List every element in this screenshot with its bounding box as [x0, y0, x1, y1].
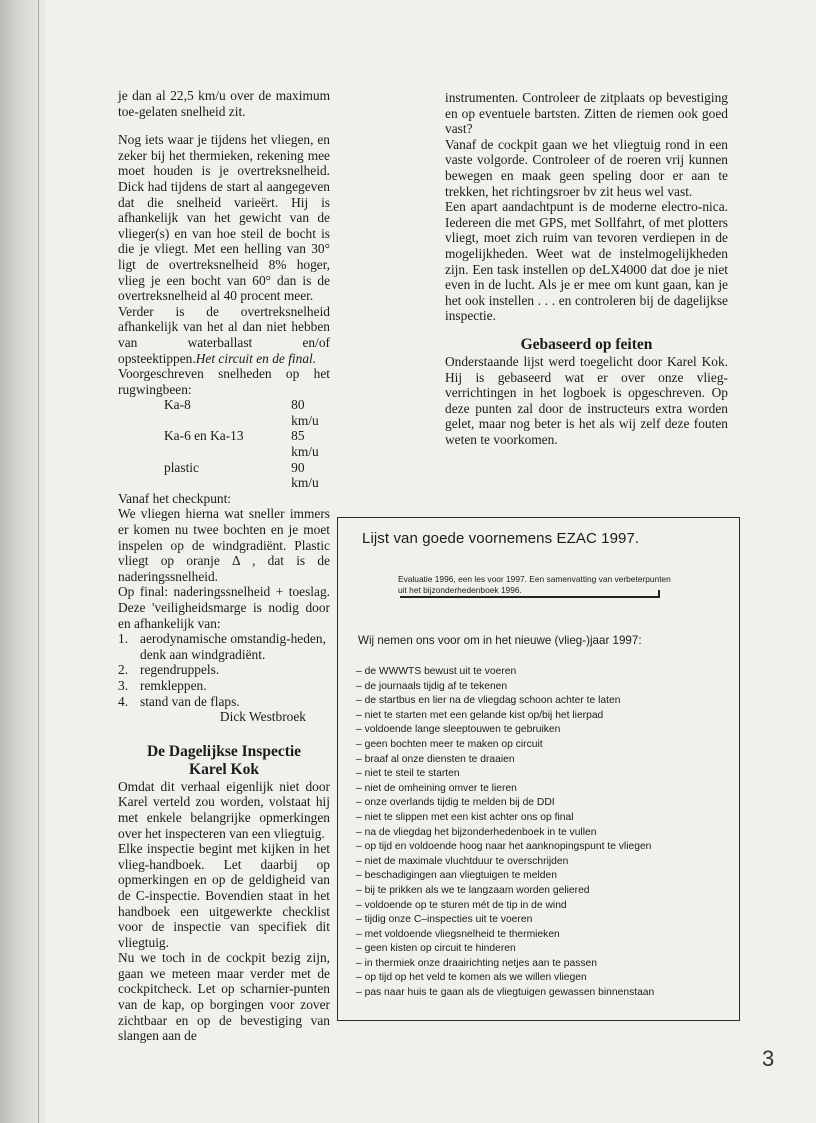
factor-item: [118, 662, 330, 678]
item-text: regendruppels.: [140, 662, 220, 678]
item-number: 3.: [118, 677, 129, 693]
resolution-item: – na de vliegdag het bijzonderhedenboek in te vullen: [356, 826, 597, 838]
resolution-item: – braaf al onze diensten te draaien: [356, 753, 515, 765]
factor-item: [118, 694, 330, 710]
text-span: Verder is de overtreksnelheid afhankelijk van het al dan niet hebben van waterballast en/of opsteektippen.: [118, 303, 330, 366]
resolution-item: – niet de omheining omver te lieren: [356, 782, 517, 794]
resolution-item: – niet te slippen met een kist achter ons op final: [356, 811, 574, 823]
paragraph: Omdat dit verhaal eigenlijk niet door Karel verteld zou worden, volstaat hij met enkele belangrijke opmerkingen over het inspecteren van een vliegtuig.: [118, 778, 330, 841]
item-number: 1.: [118, 631, 129, 647]
resolution-item: – voldoende lange sleeptouwen te gebruiken: [356, 724, 561, 736]
resolution-item: – de journaals tijdig af te tekenen: [356, 680, 508, 692]
resolutions-list: [356, 665, 654, 1001]
paragraph: We vliegen hierna wat sneller immers er komen nu twee bochten en je moet inspelen op de windgradiënt. Plastic vliegt op oranje Δ , dat is de naderingssnelheid.: [118, 506, 330, 584]
resolution-item: – voldoende op te sturen mét de tip in de wind: [356, 899, 567, 911]
factor-item: [118, 631, 330, 662]
box-title: Lijst van goede voornemens EZAC 1997.: [362, 530, 640, 547]
factor-item: [118, 678, 330, 694]
speed-value: 85 km/u: [291, 428, 319, 460]
resolution-item: – niet te steil te starten: [356, 768, 460, 780]
right-column: [445, 90, 728, 447]
factor-list: [118, 631, 330, 709]
resolution-item: – geen kisten op circuit te hinderen: [356, 943, 516, 955]
item-number: 4.: [118, 693, 129, 709]
paragraph: Nu we toch in de cockpit bezig zijn, gaan we meteen maar verder met de cockpitcheck. Let op scharnier-punten van de kap, op borgingen voor zover zichtbaar en op de bevestiging van slangen aan de: [118, 950, 330, 1044]
resolution-item: – tijdig onze C–inspecties uit te voeren: [356, 914, 533, 926]
paragraph: Elke inspectie begint met kijken in het vlieg-handboek. Let daarbij op opmerkingen en op de geldigheid van de C-inspectie. Bovendien staat in het handboek een uitgewerkte checklist voor de inspectie van specifiek dit vliegtuig.: [118, 841, 330, 950]
resolution-item: – niet te starten met een gelande kist op/bij het lierpad: [356, 709, 604, 721]
paragraph: Onderstaande lijst werd toegelicht door Karel Kok. Hij is gebaseerd wat er over onze vlieg-verrichtingen in het logboek is opgeschreven. Op deze punten zal door de instructeurs extra worden gelet, maar nog beter is het als wij zelf deze fouten weten te voorkomen.: [445, 353, 728, 447]
resolution-item: – bij te prikken als we te langzaam worden geliered: [356, 884, 590, 896]
resolution-item: – met voldoende vliegsnelheid te thermieken: [356, 928, 560, 940]
resolution-item: – beschadigingen aan vliegtuigen te melden: [356, 870, 557, 882]
resolution-item: – geen bochten meer te maken op circuit: [356, 738, 543, 750]
paragraph: Vanaf het checkpunt:: [118, 490, 232, 506]
paragraph: Vanaf de cockpit gaan we het vliegtuig rond in een vaste volgorde. Controleer of de roeren vrij kunnen bewegen en maak geen speling door er aan te trekken, het richtingsroer bv zit heus wel vast.: [445, 136, 728, 199]
speed-row: [118, 397, 330, 428]
glider-type: plastic: [164, 459, 199, 475]
item-text: remkleppen.: [140, 677, 207, 693]
box-note: Evaluatie 1996, een les voor 1997. Een samenvatting van verbeterpunten uit het bijzonderhedenboek 1996.: [398, 574, 671, 595]
glider-type: Ka-8: [164, 397, 191, 413]
speed-value: 90 km/u: [291, 459, 319, 491]
speeds-table: [118, 397, 330, 491]
paragraph: instrumenten. Controleer de zitplaats op bevestiging en op eventuele bartsten. Zitten de riemen ook goed vast?: [445, 90, 728, 137]
resolutions-box: [337, 517, 740, 1021]
note-underline: [400, 596, 658, 598]
page-number: 3: [762, 1046, 775, 1071]
resolution-item: – onze overlands tijdig te melden bij de DDI: [356, 797, 555, 809]
item-text: stand van de flaps.: [140, 693, 240, 709]
speed-row: [118, 428, 330, 459]
author-signature: Dick Westbroek: [219, 709, 306, 725]
item-number: 2.: [118, 662, 129, 678]
resolution-item: – niet de maximale vluchtduur te overschrijden: [356, 855, 569, 867]
resolution-item: – pas naar huis te gaan als de vliegtuigen gewassen binnenstaan: [356, 987, 655, 999]
glider-type: Ka-6 en Ka-13: [164, 428, 244, 444]
article-author: Karel Kok: [189, 760, 259, 778]
paragraph: Een apart aandachtpunt is de moderne electro-nica. Iedereen die met GPS, met Sollfahrt, of met plotters vliegt, moet zich ruim van tevoren verdiepen in de mogelijkheden. Weet wat de instelmogelijkheden zijn. Een task instellen op deLX4000 dat doe je niet even in de lucht. Als je er mee om kunt gaan, kan je het ook instellen . . . en controleren bij de dagelijkse inspectie.: [445, 199, 728, 324]
paragraph: Nog iets waar je tijdens het vliegen, en zeker bij het thermieken, rekening mee moet houden is je overtreksnelheid. Dick had tijdens de start al aangegeven dat die snelheid varieërt. Hij is afhankelijk van het gewicht van de vlieger(s) en van hoe steil de bocht is die je vliegt. Met een helling van 30° ligt de overtreksnelheid 8% hoger, vlieg je een bocht van 60° dan is de overtreksnelheid al 40 procent meer.: [118, 132, 330, 304]
item-text: aerodynamische omstandig-heden, denk aan windgradiënt.: [140, 631, 326, 662]
paragraph: Op final: naderingssnelheid + toeslag. Deze 'veiligheidsmarge is nodig door en afhankelijk van:: [118, 584, 330, 631]
italic-subheading: Het circuit en de final.: [195, 350, 317, 366]
paragraph: je dan al 22,5 km/u over de maximum toe-gelaten snelheid zit.: [118, 88, 330, 119]
section-heading: Gebaseerd op feiten: [520, 335, 653, 353]
speed-row: [118, 460, 330, 491]
binding-spine: [0, 0, 46, 1123]
speed-value: 80 km/u: [291, 397, 319, 428]
resolution-item: – op tijd en voldoende hoog naar het aanknopingspunt te vliegen: [356, 841, 652, 853]
resolution-item: – de startbus en lier na de vliegdag schoon achter te laten: [356, 695, 621, 707]
paragraph: [118, 304, 330, 366]
note-tick: [658, 590, 660, 598]
spine-fold-line: [38, 0, 39, 1123]
left-column: [118, 88, 330, 1044]
box-intro: Wij nemen ons voor om in het nieuwe (vlieg-)jaar 1997:: [358, 634, 642, 647]
speeds-intro: Voorgeschreven snelheden op het rugwingbeen:: [118, 366, 330, 397]
article-heading: De Dagelijkse Inspectie: [146, 742, 302, 760]
resolution-item: – in thermiek onze draairichting netjes aan te passen: [356, 957, 597, 969]
resolution-item: – de WWWTS bewust uit te voeren: [356, 666, 517, 677]
resolution-item: – op tijd op het veld te komen als we willen vliegen: [356, 972, 587, 984]
